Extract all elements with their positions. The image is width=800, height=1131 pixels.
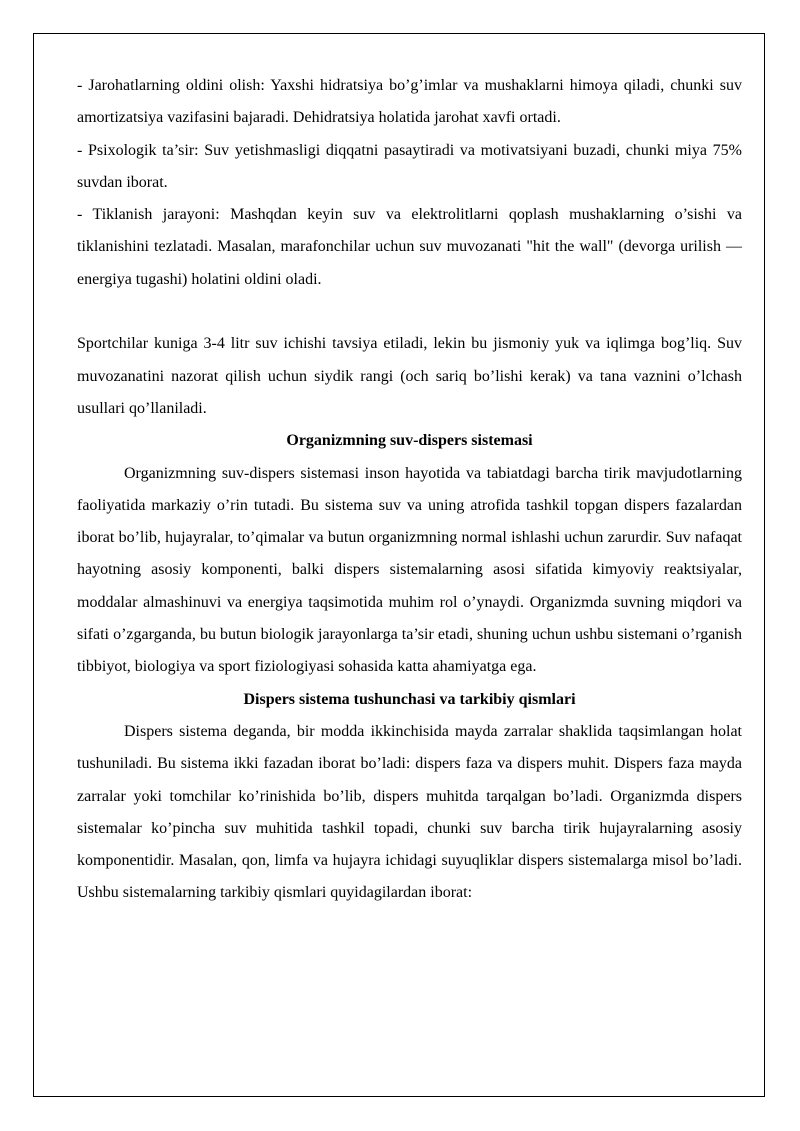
bullet-recovery-process: - Tiklanish jarayoni: Mashqdan keyin suv va elektrolitlarni qoplash mushaklarning o’sishi va tiklanishini tezlatadi. Masalan, marafonchilar uchun suv muvozanati "hit the wall" (devorga urilish — energiya tugashi) holatini oldini oladi. xyxy=(77,206,742,288)
section-heading-dispersion-concept: Dispers sistema tushunchasi va tarkibiy qismlari xyxy=(243,690,576,708)
recommendation-paragraph: Sportchilar kuniga 3-4 litr suv ichishi tavsiya etiladi, lekin bu jismoniy yuk va iqlimga bog’liq. Suv muvozanatini nazorat qilish uchun siydik rangi (och sariq bo’lishi kerak) va tana vaznini o’lchash usullari qo’llaniladi. xyxy=(77,335,742,417)
section-paragraph-dispersion-concept: Dispers sistema deganda, bir modda ikkinchisida mayda zarralar shaklida taqsimlangan holat tushuniladi. Bu sistema ikki fazadan iborat bo’ladi: dispers faza va dispers muhit. Dispers faza mayda zarralar yoki tomchilar ko’rinishida bo’lib, dispers muhitda tarqalgan bo’ladi. Organizmda dispers sistemalar ko’pincha suv muhitida tashkil topadi, chunki suv barcha tirik hujayralarning asosiy komponentidir. Masalan, qon, limfa va hujayra ichidagi suyuqliklar dispers sistemalarga misol bo’ladi. Ushbu sistemalarning tarkibiy qismlari quyidagilardan iborat: xyxy=(77,722,742,902)
document-body xyxy=(77,70,742,910)
bullet-injury-prevention: - Jarohatlarning oldini olish: Yaxshi hidratsiya bo’g’imlar va mushaklarni himoya qiladi, chunki suv amortizatsiya vazifasini bajaradi. Dehidratsiya holatida jarohat xavfi ortadi. xyxy=(77,77,742,127)
blank-line xyxy=(77,296,742,328)
bullet-psychological-effect: - Psixologik ta’sir: Suv yetishmasligi diqqatni pasaytiradi va motivatsiyani buzadi, chunki miya 75% suvdan iborat. xyxy=(77,141,742,191)
section-heading-water-dispersion: Organizmning suv-dispers sistemasi xyxy=(286,432,533,450)
section-paragraph-water-dispersion: Organizmning suv-dispers sistemasi inson hayotida va tabiatdagi barcha tirik mavjudotlarning faoliyatida markaziy o’rin tutadi. Bu sistema suv va uning atrofida tashkil topgan dispers fazalardan iborat bo’lib, hujayralar, to’qimalar va butun organizmning normal ishlashi uchun zarurdir. Suv nafaqat hayotning asosiy komponenti, balki dispers sistemalarning asosi sifatida kimyoviy reaktsiyalar, moddalar almashinuvi va energiya taqsimotida muhim rol o’ynaydi. Organizmda suvning miqdori va sifati o’zgarganda, bu butun biologik jarayonlarga ta’sir etadi, shuning uchun ushbu sistemani o’rganish tibbiyot, biologiya va sport fiziologiyasi sohasida katta ahamiyatga ega. xyxy=(77,464,742,676)
